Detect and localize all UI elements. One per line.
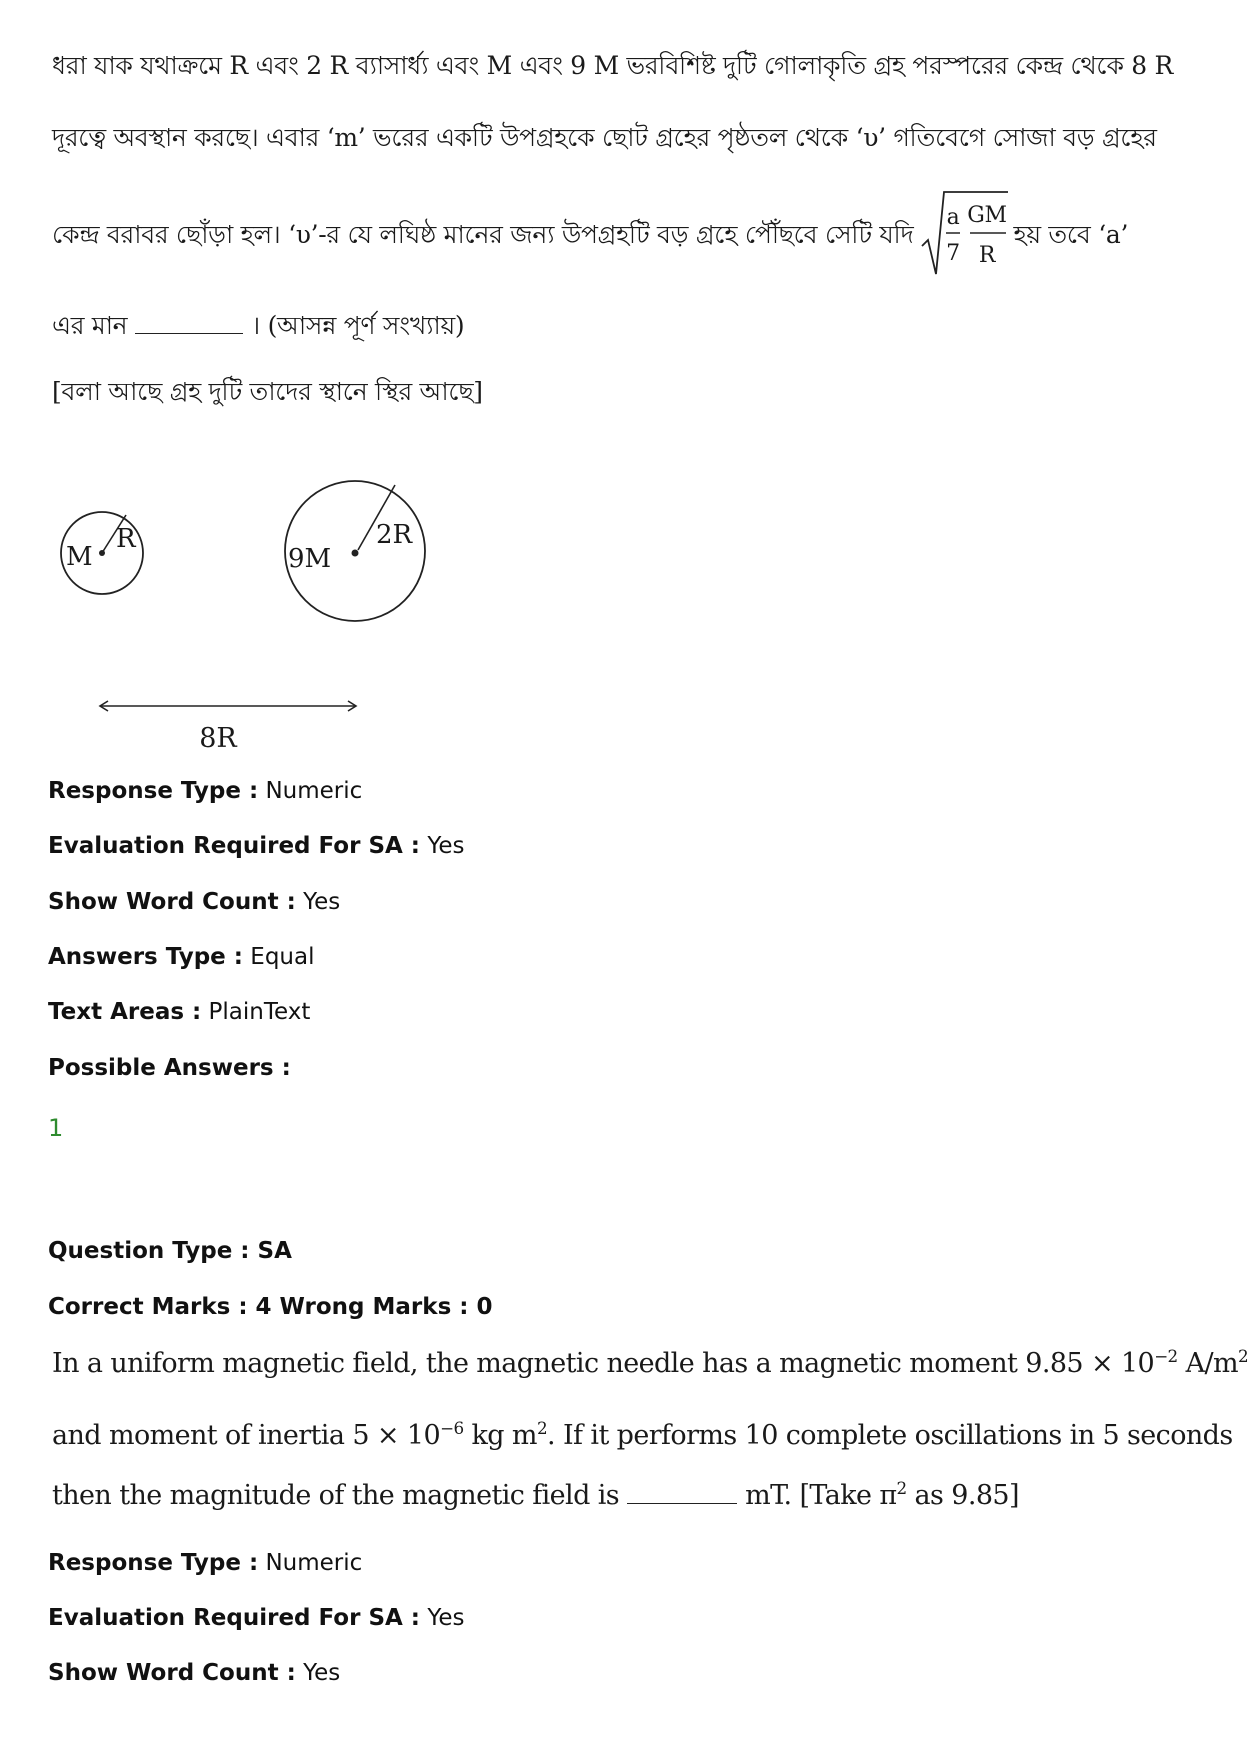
q1-possible-answers: Possible Answers : [48,1055,291,1081]
q1-line-4-post: । (আসন্ন পূর্ণ সংখ্যায়) [251,311,465,340]
q2-question-type: Question Type : SA [48,1238,292,1264]
q2-show-word-count: Show Word Count : Yes [48,1660,341,1686]
q1-answer-value: 1 [48,1114,64,1142]
answer-blank [135,332,243,334]
q1-line-5: [বলা আছে গ্রহ দুটি তাদের স্থানে স্থির আছে] [52,377,483,406]
formula-r: R [978,243,995,268]
q1-response-type: Response Type : Numeric [48,778,363,804]
q1-line-1: ধরা যাক যথাক্রমে R এবং 2 R ব্যাসার্ধ্য এবং M এবং 9 M ভরবিশিষ্ট দুটি গোলাকৃতি গ্রহ পরস্পরের কেন্দ্র থেকে 8 R [52,51,1174,80]
q1-answers-type: Answers Type : Equal [48,944,315,970]
q2-line-1: In a uniform magnetic field, the magnetic needle has a magnetic moment $9.85 \times 10^{-2}$ $A/m^2$ [52,1346,1248,1379]
large-planet-center [352,550,359,557]
small-radius-label: R [116,524,136,554]
formula-gm: GM [966,203,1007,228]
q1-line-2: দূরত্বে অবস্থান করছে। এবার ‘m’ ভরের একটি উপগ্রহকে ছোট গ্রহের পৃষ্ঠতল থেকে ‘υ’ গতিবেগে সোজা বড় গ্রহের [52,123,1157,152]
q1-line-4-pre: এর মান [52,311,128,340]
q1-text-areas: Text Areas : PlainText [48,999,311,1025]
planets-diagram [40,425,440,755]
q2-marks: Correct Marks : 4 Wrong Marks : 0 [48,1294,493,1320]
q2-evaluation-required: Evaluation Required For SA : Yes [48,1605,465,1631]
large-radius-label: 2R [376,520,413,550]
large-mass-label: 9M [288,544,332,574]
q1-evaluation-required: Evaluation Required For SA : Yes [48,833,465,859]
q1-line-3-post: হয় তবে ‘a’ [1013,219,1129,249]
q1-line-4 [52,306,952,349]
sqrt-formula-graphic [920,188,1008,278]
q2-response-type: Response Type : Numeric [48,1550,363,1576]
q1-show-word-count: Show Word Count : Yes [48,889,341,915]
sqrt-formula [920,188,1008,284]
formula-a: a [946,205,959,230]
answer-blank-2 [627,1502,737,1504]
q2-line-3: then the magnitude of the magnetic field is mT. [Take $\pi^2$ as 9.85] [52,1478,1019,1511]
formula-seven: 7 [945,241,960,266]
q1-line-3-text: কেন্দ্র বরাবর ছোঁড়া হল। ‘υ’-র যে লঘিষ্ঠ মানের জন্য উপগ্রহটি বড় গ্রহে পৌঁছবে সেটি যদি [52,219,914,249]
q1-line-3 [52,188,1129,284]
q2-line-2: and moment of inertia $5 \times 10^{-6}$ kg $m^2$. If it performs 10 complete oscillations in 5 seconds [52,1418,1233,1451]
distance-label: 8R [199,723,237,754]
small-mass-label: M [66,542,93,572]
